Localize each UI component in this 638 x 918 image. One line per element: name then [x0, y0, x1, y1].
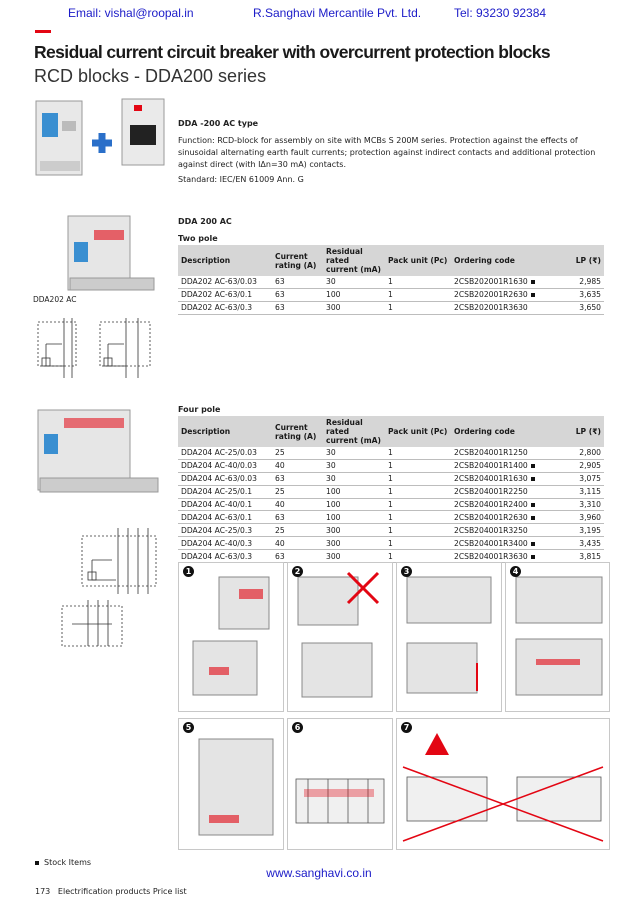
cell-current-rating: 25	[272, 485, 323, 498]
table-row	[178, 301, 604, 314]
step-6-illustration	[288, 719, 392, 849]
two-pole-series-heading: DDA 200 AC	[178, 217, 232, 226]
stock-square-icon	[531, 280, 535, 284]
accent-bar	[35, 30, 51, 33]
book-title: Electrification products Price list	[57, 887, 187, 896]
header-company: R.Sanghavi Mercantile Pvt. Ltd.	[253, 6, 422, 20]
cell-description: DDA204 AC-25/0.03	[178, 447, 272, 459]
cell-residual-current: 300	[323, 550, 385, 563]
four-pole-table-header	[178, 416, 604, 447]
two-pole-heading: Two pole	[178, 234, 218, 243]
page-title: Residual current circuit breaker with overcurrent protection blocks	[34, 42, 551, 62]
step-7-illustration	[397, 719, 609, 849]
stock-square-icon	[531, 477, 535, 481]
cell-list-price: 3,635	[552, 288, 604, 301]
col-current-rating: Current rating (A)	[272, 416, 323, 447]
cell-current-rating: 25	[272, 447, 323, 459]
cell-description: DDA204 AC-40/0.03	[178, 459, 272, 472]
cell-description: DDA204 AC-63/0.3	[178, 550, 272, 563]
cell-description: DDA202 AC-63/0.1	[178, 288, 272, 301]
cell-current-rating: 63	[272, 276, 323, 288]
stock-square-icon	[531, 293, 535, 297]
cell-pack-unit: 1	[385, 288, 451, 301]
cell-ordering-code: 2CSB204001R1630	[451, 472, 552, 485]
cell-residual-current: 100	[323, 485, 385, 498]
col-list-price: LP (₹)	[552, 416, 604, 447]
cell-residual-current: 100	[323, 288, 385, 301]
cell-pack-unit: 1	[385, 524, 451, 537]
cell-current-rating: 40	[272, 498, 323, 511]
cell-pack-unit: 1	[385, 459, 451, 472]
col-ordering-code: Ordering code	[451, 245, 552, 276]
two-pole-table	[178, 245, 604, 315]
stock-square-icon	[531, 516, 535, 520]
step-number: 5	[183, 722, 194, 733]
cell-current-rating: 63	[272, 288, 323, 301]
cell-pack-unit: 1	[385, 537, 451, 550]
header-email[interactable]: Email: vishal@roopal.in	[68, 6, 194, 20]
col-ordering-code: Ordering code	[451, 416, 552, 447]
cell-pack-unit: 1	[385, 447, 451, 459]
col-list-price: LP (₹)	[552, 245, 604, 276]
table-row	[178, 447, 604, 459]
four-pole-table	[178, 416, 604, 563]
product-assembly-image	[34, 95, 172, 185]
cell-residual-current: 300	[323, 524, 385, 537]
cell-description: DDA204 AC-40/0.3	[178, 537, 272, 550]
stock-square-icon	[531, 503, 535, 507]
two-pole-table-header	[178, 245, 604, 276]
cell-ordering-code: 2CSB202001R2630	[451, 288, 552, 301]
cell-list-price: 3,075	[552, 472, 604, 485]
table-row	[178, 524, 604, 537]
cell-description: DDA204 AC-25/0.3	[178, 524, 272, 537]
cell-list-price: 2,905	[552, 459, 604, 472]
cell-current-rating: 63	[272, 550, 323, 563]
cell-list-price: 3,815	[552, 550, 604, 563]
cell-pack-unit: 1	[385, 550, 451, 563]
step-number: 2	[292, 566, 303, 577]
stock-square-icon	[35, 861, 39, 865]
step-panel-1	[178, 562, 284, 712]
table-row	[178, 276, 604, 288]
cell-pack-unit: 1	[385, 276, 451, 288]
cell-description: DDA204 AC-25/0.1	[178, 485, 272, 498]
page-footer	[35, 887, 187, 896]
cell-description: DDA204 AC-40/0.1	[178, 498, 272, 511]
cell-description: DDA202 AC-63/0.3	[178, 301, 272, 314]
two-pole-wiring-diagram	[34, 314, 160, 384]
cell-current-rating: 63	[272, 472, 323, 485]
step-panel-7	[396, 718, 610, 850]
table-row	[178, 288, 604, 301]
cell-residual-current: 30	[323, 276, 385, 288]
step-number: 6	[292, 722, 303, 733]
two-pole-image-label: DDA202 AC	[33, 295, 77, 304]
cell-current-rating: 63	[272, 511, 323, 524]
cell-ordering-code: 2CSB204001R1250	[451, 447, 552, 459]
cell-pack-unit: 1	[385, 498, 451, 511]
col-residual-current: Residual rated current (mA)	[323, 416, 385, 447]
two-pole-table-body	[178, 276, 604, 314]
cell-pack-unit: 1	[385, 301, 451, 314]
cell-ordering-code: 2CSB202001R1630	[451, 276, 552, 288]
step-number: 7	[401, 722, 412, 733]
cell-ordering-code: 2CSB204001R3400	[451, 537, 552, 550]
intro-block	[178, 118, 603, 186]
table-row	[178, 550, 604, 563]
cell-current-rating: 63	[272, 301, 323, 314]
cell-pack-unit: 1	[385, 485, 451, 498]
table-row	[178, 511, 604, 524]
step-panel-6	[287, 718, 393, 850]
col-pack-unit: Pack unit (Pc)	[385, 245, 451, 276]
stock-legend-label: Stock Items	[44, 858, 92, 867]
cell-ordering-code: 2CSB204001R1400	[451, 459, 552, 472]
cell-residual-current: 300	[323, 537, 385, 550]
col-description: Description	[178, 245, 272, 276]
cell-pack-unit: 1	[385, 472, 451, 485]
cell-list-price: 3,310	[552, 498, 604, 511]
cell-description: DDA202 AC-63/0.03	[178, 276, 272, 288]
step-panel-4	[505, 562, 610, 712]
cell-pack-unit: 1	[385, 511, 451, 524]
cell-residual-current: 300	[323, 301, 385, 314]
cell-ordering-code: 2CSB202001R3630	[451, 301, 552, 314]
cell-description: DDA204 AC-63/0.1	[178, 511, 272, 524]
cell-list-price: 3,960	[552, 511, 604, 524]
step-number: 4	[510, 566, 521, 577]
cell-residual-current: 30	[323, 459, 385, 472]
col-residual-current: Residual rated current (mA)	[323, 245, 385, 276]
step-panel-2	[287, 562, 393, 712]
cell-ordering-code: 2CSB204001R3630	[451, 550, 552, 563]
four-pole-wiring-diagram	[58, 520, 162, 650]
step-1-illustration	[179, 563, 283, 711]
cell-current-rating: 40	[272, 537, 323, 550]
table-row	[178, 472, 604, 485]
intro-heading: DDA -200 AC type	[178, 119, 259, 128]
four-pole-image	[34, 404, 164, 500]
cell-list-price: 3,115	[552, 485, 604, 498]
col-pack-unit: Pack unit (Pc)	[385, 416, 451, 447]
table-row	[178, 498, 604, 511]
page-number: 173	[35, 887, 51, 896]
step-4-illustration	[506, 563, 609, 711]
cell-ordering-code: 2CSB204001R2250	[451, 485, 552, 498]
step-3-illustration	[397, 563, 501, 711]
cell-current-rating: 40	[272, 459, 323, 472]
table-row	[178, 485, 604, 498]
footer-url[interactable]: www.sanghavi.co.in	[266, 866, 372, 880]
step-2-illustration	[288, 563, 392, 711]
col-current-rating: Current rating (A)	[272, 245, 323, 276]
cell-list-price: 3,435	[552, 537, 604, 550]
cell-list-price: 3,650	[552, 301, 604, 314]
col-description: Description	[178, 416, 272, 447]
cell-residual-current: 100	[323, 498, 385, 511]
cell-ordering-code: 2CSB204001R3250	[451, 524, 552, 537]
step-panel-3	[396, 562, 502, 712]
table-row	[178, 537, 604, 550]
stock-square-icon	[531, 555, 535, 559]
intro-function: Function: RCD-block for assembly on site with MCBs S 200M series. Protection against the effects of sinusoidal alternating earth fault currents; protection against indirect contacts and additional protection against direct (with IΔn=30 mA) contacts.	[178, 136, 596, 169]
step-panel-5	[178, 718, 284, 850]
step-number: 3	[401, 566, 412, 577]
cell-residual-current: 30	[323, 472, 385, 485]
stock-square-icon	[531, 542, 535, 546]
page-subtitle: RCD blocks - DDA200 series	[34, 66, 267, 86]
four-pole-heading: Four pole	[178, 405, 221, 414]
cell-list-price: 3,195	[552, 524, 604, 537]
cell-residual-current: 100	[323, 511, 385, 524]
cell-description: DDA204 AC-63/0.03	[178, 472, 272, 485]
two-pole-image	[60, 212, 160, 302]
cell-ordering-code: 2CSB204001R2400	[451, 498, 552, 511]
stock-square-icon	[531, 464, 535, 468]
top-header	[0, 6, 638, 24]
four-pole-table-body	[178, 447, 604, 563]
intro-standard: Standard: IEC/EN 61009 Ann. G	[178, 175, 304, 184]
cell-ordering-code: 2CSB204001R2630	[451, 511, 552, 524]
table-row	[178, 459, 604, 472]
step-number: 1	[183, 566, 194, 577]
cell-list-price: 2,800	[552, 447, 604, 459]
step-5-illustration	[179, 719, 283, 849]
header-phone[interactable]: Tel: 93230 92384	[454, 6, 547, 20]
cell-list-price: 2,985	[552, 276, 604, 288]
cell-residual-current: 30	[323, 447, 385, 459]
cell-current-rating: 25	[272, 524, 323, 537]
